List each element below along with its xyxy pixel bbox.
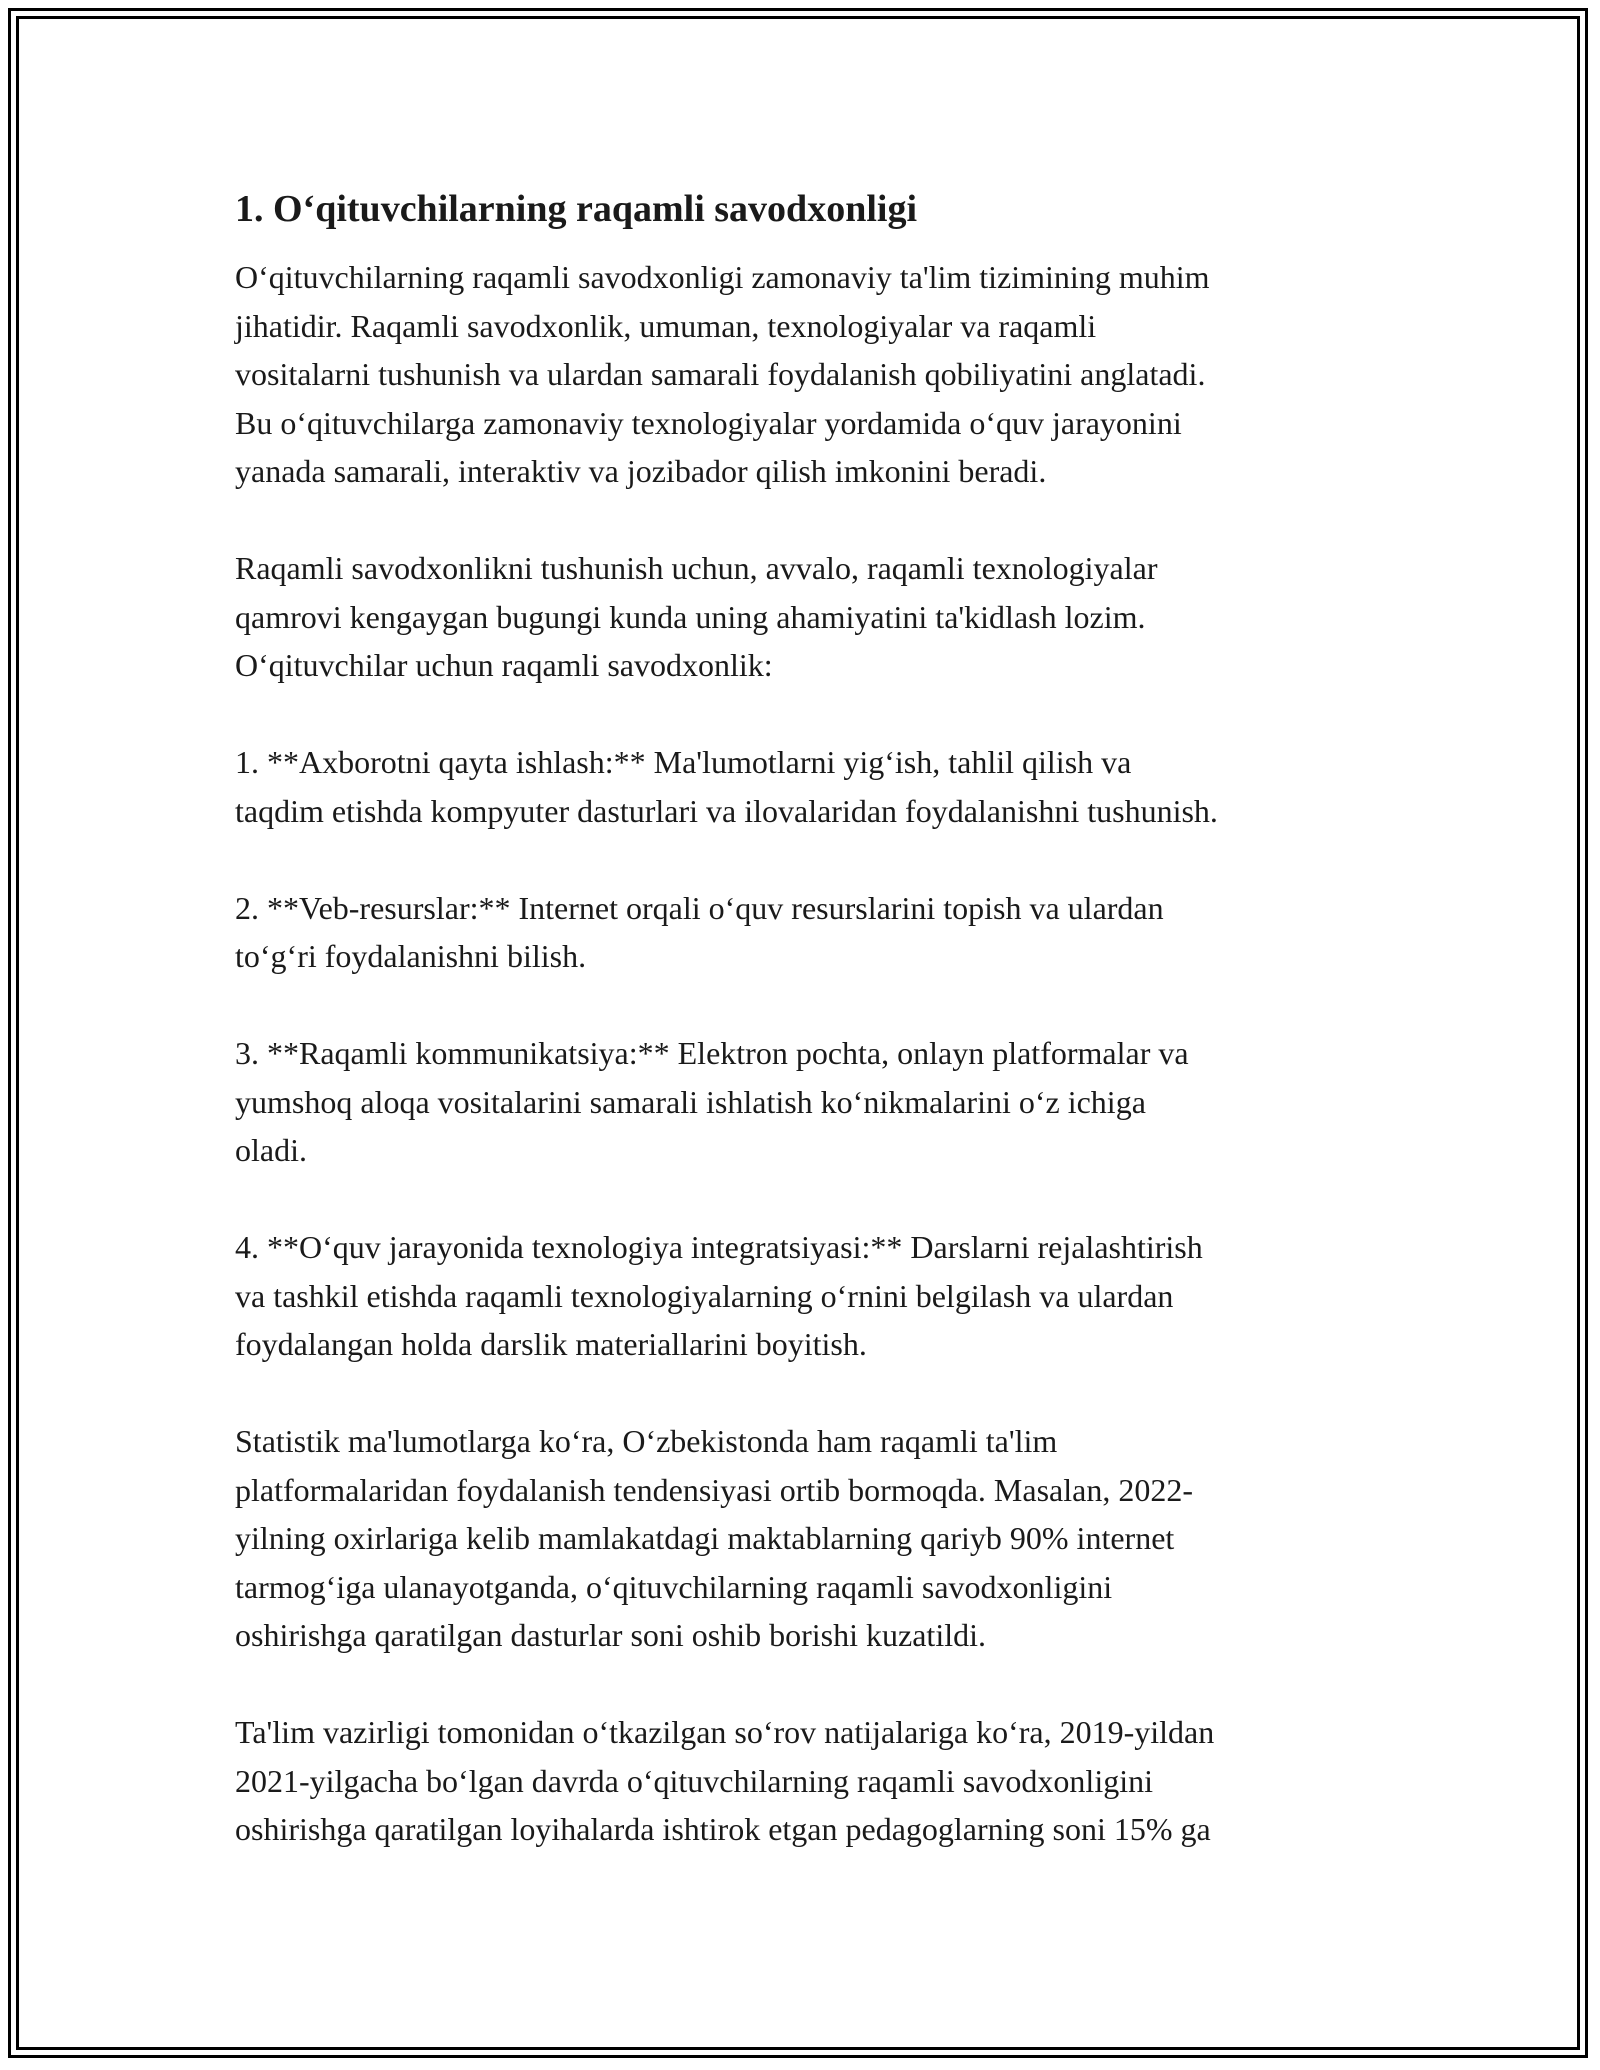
list-item-2	[235, 884, 1375, 981]
text-line: Raqamli savodxonlikni tushunish uchun, avvalo, raqamli texnologiyalar	[235, 550, 1158, 586]
text-line: Statistik ma'lumotlarga ko‘ra, O‘zbekistonda ham raqamli ta'lim	[235, 1423, 1058, 1459]
text-line: platformalaridan foydalanish tendensiyasi ortib bormoqda. Masalan, 2022-	[235, 1471, 1193, 1508]
text-line: tarmog‘iga ulanayotganda, o‘qituvchilarning raqamli savodxonligini	[235, 1568, 1113, 1605]
paragraph-ministry-survey	[235, 1708, 1375, 1854]
text-line: oladi.	[235, 1132, 307, 1168]
text-line: vositalarni tushunish va ulardan samarali foydalanish qobiliyatini anglatadi.	[235, 356, 1206, 392]
text-line: taqdim etishda kompyuter dasturlari va ilovalaridan foydalanishni tushunish.	[235, 792, 1218, 829]
text-line: Bu o‘qituvchilarga zamonaviy texnologiyalar yordamida o‘quv jarayonini	[235, 404, 1182, 441]
text-line: 1. **Axborotni qayta ishlash:** Ma'lumotlarni yig‘ish, tahlil qilish va	[235, 744, 1132, 780]
text-line: 3. **Raqamli kommunikatsiya:** Elektron pochta, onlayn platformalar va	[235, 1035, 1189, 1071]
text-line: O‘qituvchilar uchun raqamli savodxonlik:	[235, 647, 773, 683]
paragraph-intro	[235, 253, 1375, 496]
text-line: oshirishga qaratilgan loyihalarda ishtirok etgan pedagoglarning soni 15% ga	[235, 1811, 1211, 1847]
text-line: va tashkil etishda raqamli texnologiyalarning o‘rnini belgilash va ulardan	[235, 1277, 1174, 1314]
text-line: to‘g‘ri foydalanishni bilish.	[235, 938, 587, 974]
text-line: foydalangan holda darslik materiallarini boyitish.	[235, 1326, 867, 1362]
text-line: yanada samarali, interaktiv va jozibador qilish imkonini beradi.	[235, 453, 1047, 489]
text-line: qamrovi kengaygan bugungi kunda uning ahamiyatini ta'kidlash lozim.	[235, 598, 1146, 635]
text-line: 2021-yilgacha bo‘lgan davrda o‘qituvchilarning raqamli savodxonligini	[235, 1762, 1153, 1799]
text-line: 4. **O‘quv jarayonida texnologiya integratsiyasi:** Darslarni rejalashtirish	[235, 1229, 1203, 1265]
list-item-3	[235, 1029, 1375, 1175]
text-line: 2. **Veb-resurslar:** Internet orqali o‘quv resurslarini topish va ulardan	[235, 889, 1164, 926]
text-line: oshirishga qaratilgan dasturlar soni oshib borishi kuzatildi.	[235, 1617, 986, 1653]
text-line: yumshoq aloqa vositalarini samarali ishlatish ko‘nikmalarini o‘z ichiga	[235, 1083, 1146, 1120]
text-line: jihatidir. Raqamli savodxonlik, umuman, texnologiyalar va raqamli	[235, 307, 1097, 344]
list-item-1	[235, 738, 1375, 835]
paragraph-understanding	[235, 544, 1375, 690]
list-item-4	[235, 1223, 1375, 1369]
section-heading: 1. O‘qituvchilarning raqamli savodxonligi	[235, 188, 917, 230]
document-body	[235, 185, 1375, 1902]
text-line: yilning oxirlariga kelib mamlakatdagi maktablarning qariyb 90% internet	[235, 1520, 1175, 1556]
paragraph-statistics	[235, 1417, 1375, 1660]
text-line: O‘qituvchilarning raqamli savodxonligi zamonaviy ta'lim tizimining muhim	[235, 259, 1210, 295]
text-line: Ta'lim vazirligi tomonidan o‘tkazilgan so‘rov natijalariga ko‘ra, 2019-yildan	[235, 1714, 1215, 1750]
